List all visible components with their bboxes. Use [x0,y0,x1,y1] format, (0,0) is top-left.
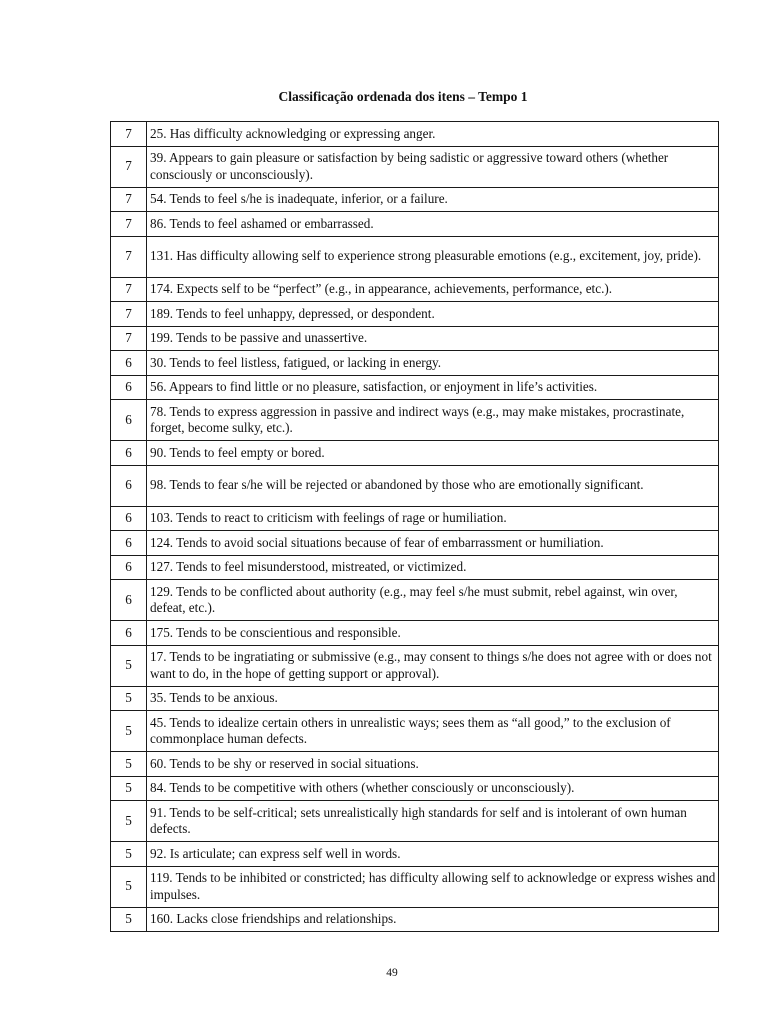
item-score: 6 [111,351,147,376]
item-text: 30. Tends to feel listless, fatigued, or lacking in energy. [147,351,719,376]
item-text: 119. Tends to be inhibited or constricted; has difficulty allowing self to acknowledge or express wishes and impulses. [147,866,719,907]
item-text: 189. Tends to feel unhappy, depressed, or despondent. [147,302,719,327]
table-row [111,122,719,147]
table-row [111,645,719,686]
item-score: 7 [111,277,147,302]
table-row [111,302,719,327]
table-row [111,580,719,621]
item-score: 7 [111,187,147,212]
item-score: 5 [111,752,147,777]
item-text: 124. Tends to avoid social situations because of fear of embarrassment or humiliation. [147,531,719,556]
item-text: 98. Tends to fear s/he will be rejected or abandoned by those who are emotionally significant. [147,465,719,506]
table-row [111,907,719,932]
item-text: 54. Tends to feel s/he is inadequate, inferior, or a failure. [147,187,719,212]
item-text: 86. Tends to feel ashamed or embarrassed. [147,212,719,237]
table-row [111,531,719,556]
item-score: 7 [111,326,147,351]
item-score: 6 [111,580,147,621]
item-text: 92. Is articulate; can express self well in words. [147,842,719,867]
item-text: 56. Appears to find little or no pleasure, satisfaction, or enjoyment in life’s activities. [147,375,719,400]
item-score: 6 [111,375,147,400]
item-score: 6 [111,465,147,506]
item-text: 91. Tends to be self-critical; sets unrealistically high standards for self and is intolerant of own human defects. [147,801,719,842]
item-text: 45. Tends to idealize certain others in unrealistic ways; sees them as “all good,” to the exclusion of commonplace human defects. [147,711,719,752]
table-row [111,351,719,376]
item-score: 5 [111,686,147,711]
table-row [111,236,719,277]
item-score: 7 [111,302,147,327]
item-score: 7 [111,236,147,277]
item-score: 6 [111,531,147,556]
table-row [111,187,719,212]
items-table [110,121,719,932]
item-score: 6 [111,441,147,466]
item-score: 7 [111,146,147,187]
table-row [111,375,719,400]
item-text: 127. Tends to feel misunderstood, mistreated, or victimized. [147,555,719,580]
item-score: 6 [111,506,147,531]
table-row [111,555,719,580]
table-row [111,686,719,711]
item-score: 5 [111,711,147,752]
table-row [111,326,719,351]
item-text: 17. Tends to be ingratiating or submissive (e.g., may consent to things s/he does not agree with or does not want to do, in the hope of getting support or approval). [147,645,719,686]
item-score: 5 [111,801,147,842]
item-score: 5 [111,645,147,686]
table-row [111,621,719,646]
item-score: 7 [111,122,147,147]
item-text: 131. Has difficulty allowing self to experience strong pleasurable emotions (e.g., excitement, joy, pride). [147,236,719,277]
item-score: 5 [111,776,147,801]
table-row [111,506,719,531]
table-row [111,866,719,907]
item-text: 60. Tends to be shy or reserved in social situations. [147,752,719,777]
item-score: 6 [111,621,147,646]
page-title: Classificação ordenada dos itens – Tempo 1 [278,89,528,104]
item-text: 90. Tends to feel empty or bored. [147,441,719,466]
item-text: 160. Lacks close friendships and relationships. [147,907,719,932]
table-row [111,400,719,441]
table-row [111,776,719,801]
item-text: 174. Expects self to be “perfect” (e.g., in appearance, achievements, performance, etc.). [147,277,719,302]
item-score: 6 [111,400,147,441]
table-row [111,711,719,752]
item-text: 199. Tends to be passive and unassertive. [147,326,719,351]
table-row [111,212,719,237]
item-text: 84. Tends to be competitive with others (whether consciously or unconsciously). [147,776,719,801]
item-score: 5 [111,842,147,867]
item-text: 25. Has difficulty acknowledging or expressing anger. [147,122,719,147]
table-row [111,801,719,842]
item-score: 6 [111,555,147,580]
page-number: 49 [386,967,398,979]
item-text: 78. Tends to express aggression in passive and indirect ways (e.g., may make mistakes, procrastinate, forget, become sulky, etc.). [147,400,719,441]
table-row [111,146,719,187]
item-text: 35. Tends to be anxious. [147,686,719,711]
item-text: 175. Tends to be conscientious and responsible. [147,621,719,646]
item-text: 129. Tends to be conflicted about authority (e.g., may feel s/he must submit, rebel against, win over, defeat, etc.). [147,580,719,621]
table-row [111,441,719,466]
table-row [111,842,719,867]
item-score: 5 [111,866,147,907]
table-row [111,465,719,506]
table-row [111,277,719,302]
table-row [111,752,719,777]
item-text: 39. Appears to gain pleasure or satisfaction by being sadistic or aggressive toward others (whether consciously or unconsciously). [147,146,719,187]
item-score: 7 [111,212,147,237]
item-text: 103. Tends to react to criticism with feelings of rage or humiliation. [147,506,719,531]
item-score: 5 [111,907,147,932]
